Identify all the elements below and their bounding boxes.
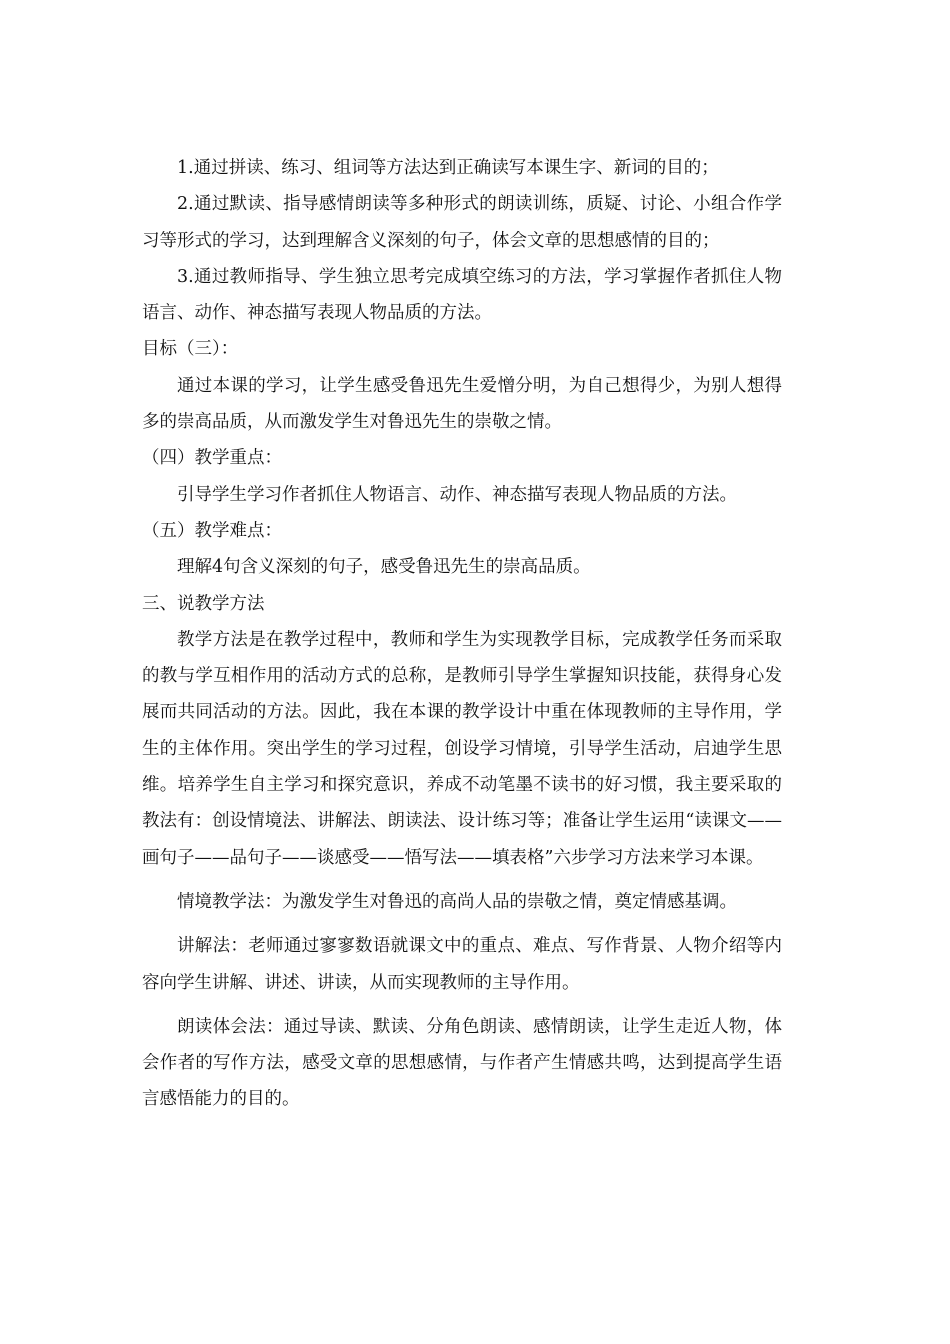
reading-method-paragraph: 朗读体会法：通过导读、默读、分角色朗读、感情朗读，让学生走近人物，体会作者的写作方法，感受文章的思想感情，与作者产生情感共鸣，达到提高学生语言感悟能力的目的。 xyxy=(142,1016,782,1110)
section-heading-objective-three: 目标（三）： xyxy=(142,339,239,360)
document-body xyxy=(142,150,782,1118)
situational-method-paragraph: 情境教学法：为激发学生对鲁迅的高尚人品的崇敬之情，奠定情感基调。 xyxy=(177,891,737,912)
section-heading-difficulty: （五）教学难点： xyxy=(142,520,282,541)
key-point-paragraph: 引导学生学习作者抓住人物语言、动作、神态描写表现人物品质的方法。 xyxy=(177,484,737,505)
objective-item-3: 3.通过教师指导、学生独立思考完成填空练习的方法，学习掌握作者抓住人物语言、动作、神态描写表现人物品质的方法。 xyxy=(142,266,782,324)
explanation-method-paragraph: 讲解法：老师通过寥寥数语就课文中的重点、难点、写作背景、人物介绍等内容向学生讲解、讲述、讲读，从而实现教师的主导作用。 xyxy=(142,936,782,993)
objective-three-paragraph: 通过本课的学习，让学生感受鲁迅先生爱憎分明，为自己想得少，为别人想得多的崇高品质，从而激发学生对鲁迅先生的崇敬之情。 xyxy=(142,375,782,433)
teaching-methods-paragraph: 教学方法是在教学过程中，教师和学生为实现教学目标，完成教学任务而采取的教与学互相作用的活动方式的总称，是教师引导学生掌握知识技能，获得身心发展而共同活动的方法。因此，我在本课的教学设计中重在体现教师的主导作用，学生的主体作用。突出学生的学习过程，创设学习情境，引导学生活动，启迪学生思维。培养学生自主学习和探究意识，养成不动笔墨不读书的好习惯，我主要采取的教法有：创设情境法、讲解法、朗读法、设计练习等；准备让学生运用“读课文——画句子——品句子——谈感受——悟写法——填表格”六步学习方法来学习本课。 xyxy=(142,629,782,868)
difficulty-paragraph: 理解4句含义深刻的句子，感受鲁迅先生的崇高品质。 xyxy=(177,557,591,578)
objective-item-2: 2.通过默读、指导感情朗读等多种形式的朗读训练，质疑、讨论、小组合作学习等形式的学习，达到理解含义深刻的句子，体会文章的思想感情的目的； xyxy=(142,194,782,251)
section-heading-key-point: （四）教学重点： xyxy=(142,448,282,469)
objective-item-1: 1.通过拼读、练习、组词等方法达到正确读写本课生字、新词的目的； xyxy=(177,158,719,178)
section-heading-teaching-methods: 三、说教学方法 xyxy=(142,593,265,614)
